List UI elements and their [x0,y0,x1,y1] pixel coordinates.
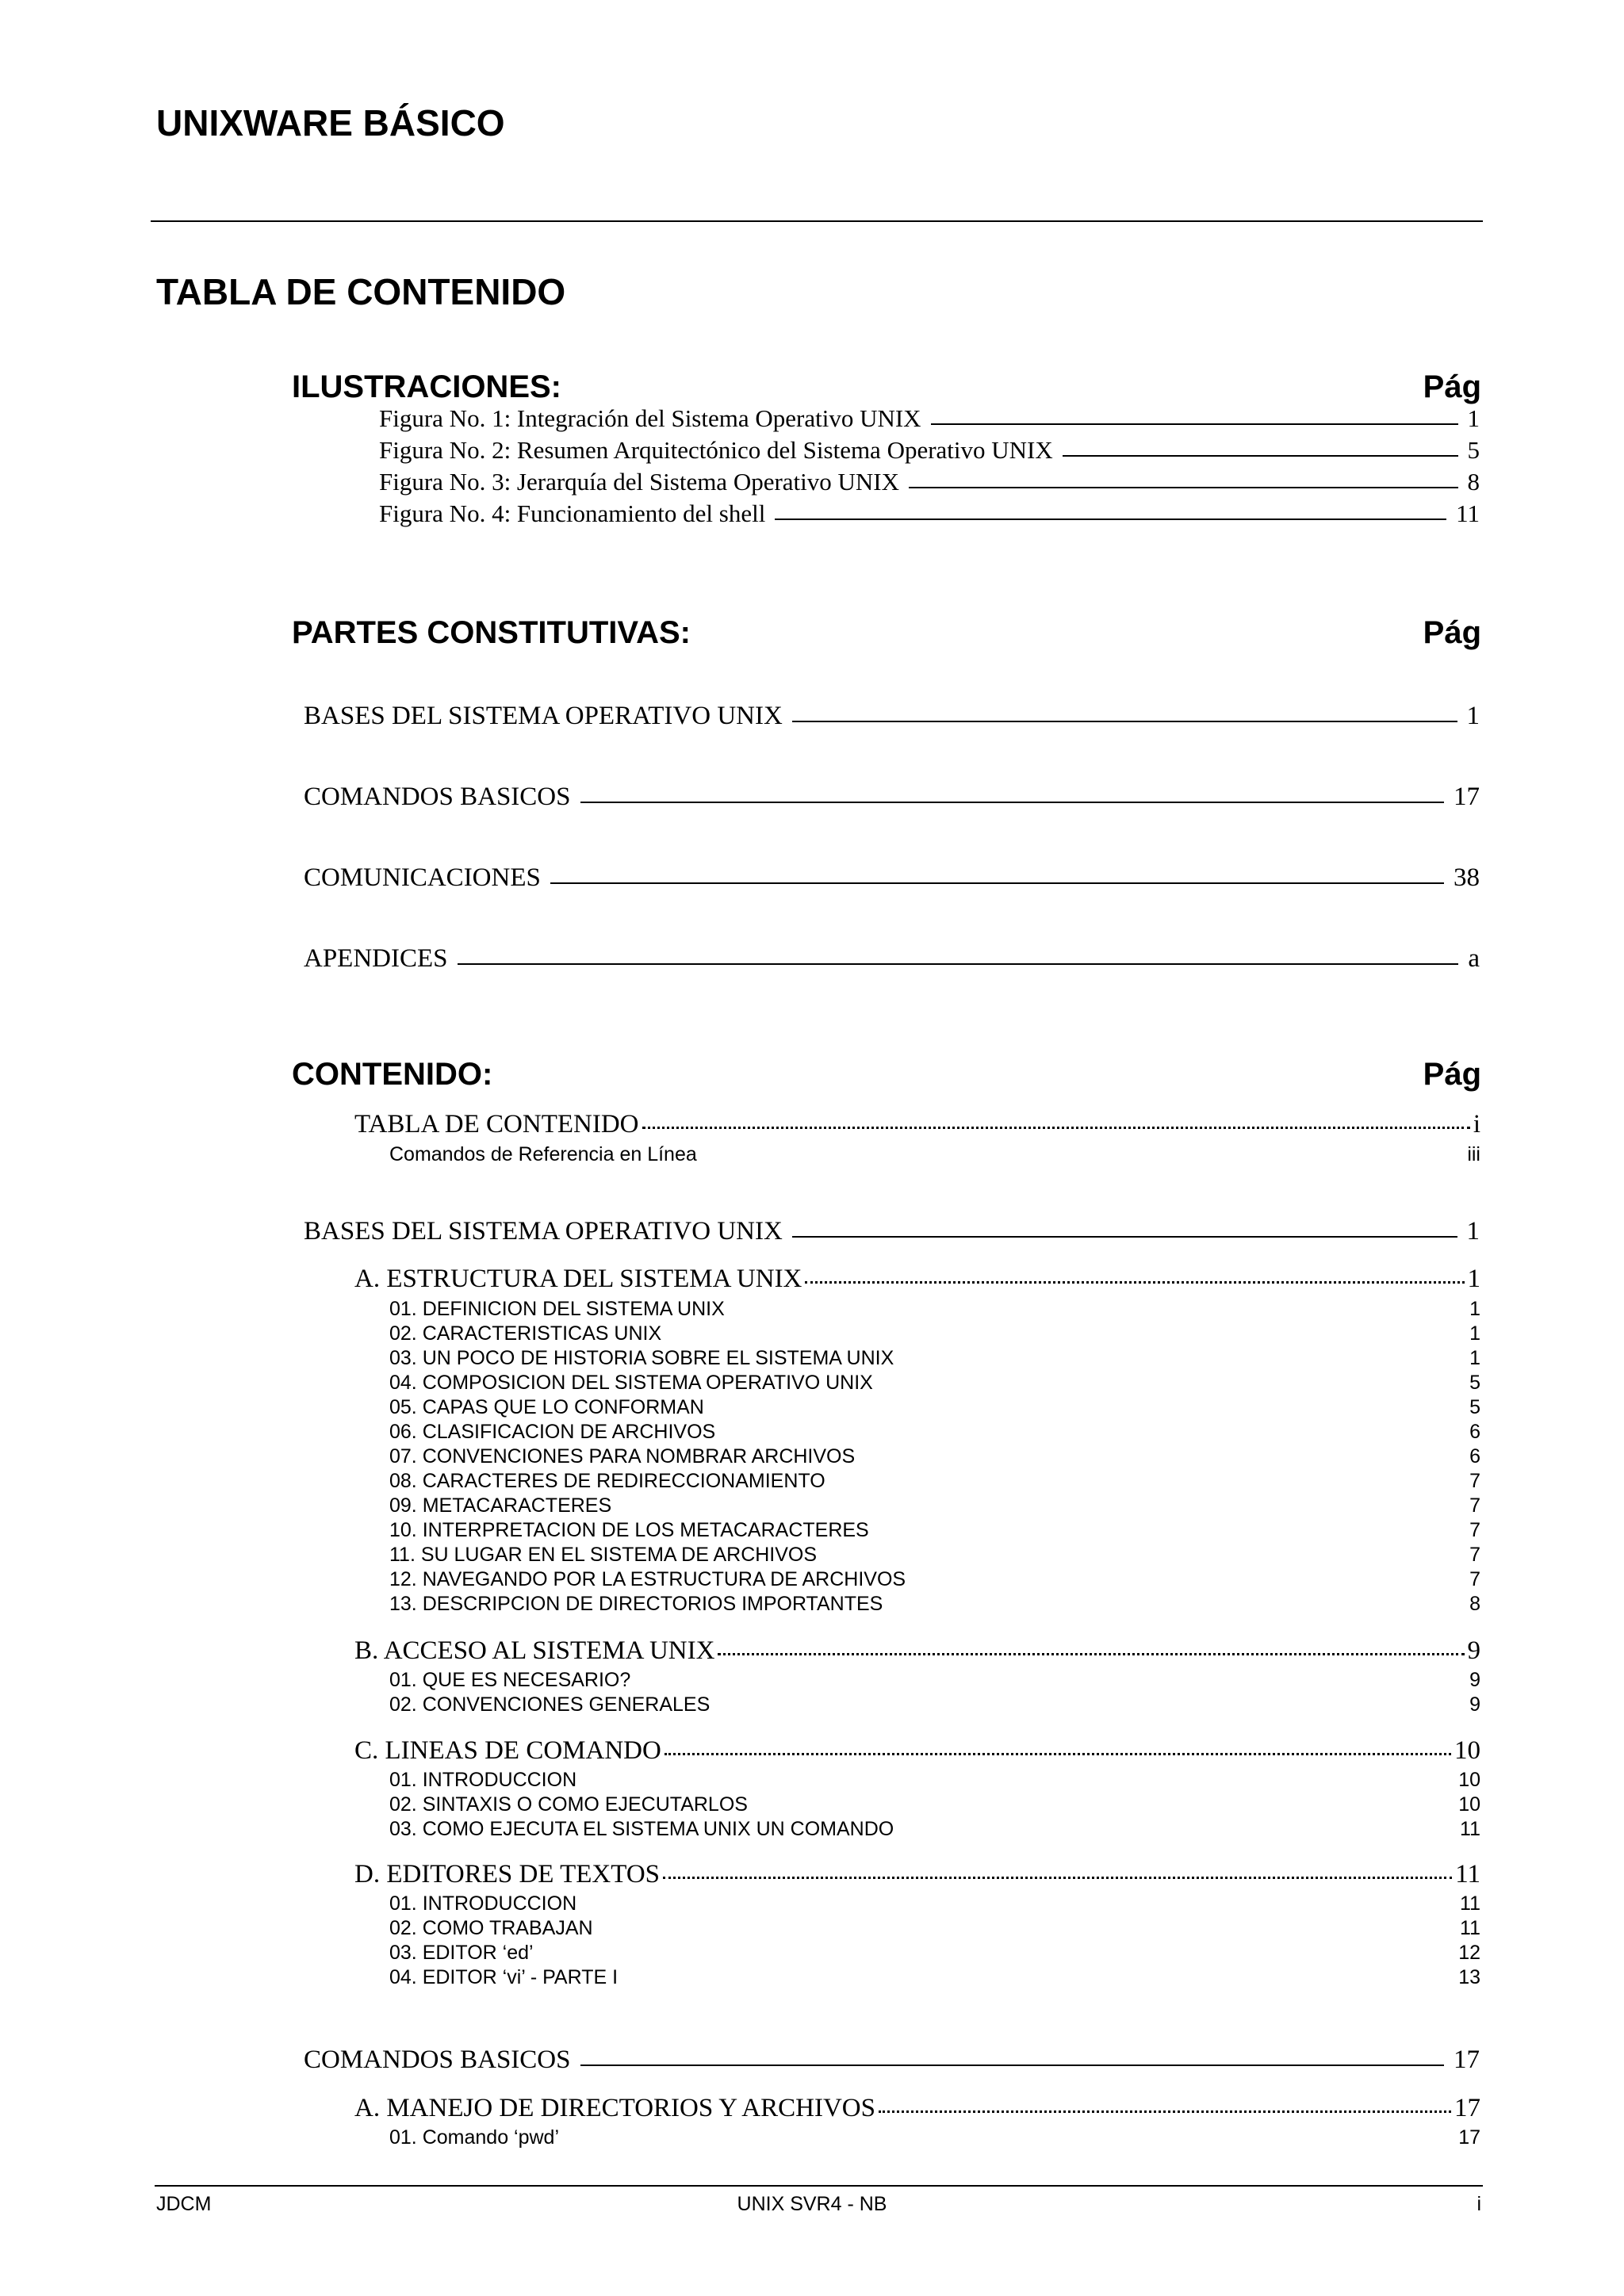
page-number: 9 [1469,1669,1480,1691]
page-number: 11 [1456,499,1480,527]
subsection-title: 13. DESCRIPCION DE DIRECTORIOS IMPORTANTES [389,1593,883,1615]
page-number: 11 [1460,1818,1480,1840]
page-number: 6 [1469,1445,1480,1468]
part-title: COMANDOS BASICOS [304,783,571,811]
subsection-entry[interactable] [389,1593,1480,1616]
section-entry[interactable] [354,1860,1480,1889]
subsection-entry[interactable] [389,1445,1480,1468]
page-number: 5 [1467,436,1480,464]
figure-title: Figura No. 1: Integración del Sistema Operativo UNIX [379,404,921,432]
subsection-entry[interactable] [389,1892,1480,1915]
section-title: C. LINEAS DE COMANDO [354,1736,661,1765]
subsection-entry[interactable] [389,1942,1480,1965]
part-heading-entry[interactable] [304,2045,1480,2075]
page-number: 8 [1469,1593,1480,1615]
ilustraciones-heading [292,371,1481,403]
leader-line [909,487,1457,488]
subsection-title: 04. EDITOR ‘vi’ - PARTE I [389,1966,619,1988]
section-heading-label: ILUSTRACIONES: [292,369,561,404]
dot-leader [665,1753,1451,1755]
toc-subentry-title: Comandos de Referencia en Línea [389,1143,697,1165]
page-number: 7 [1469,1568,1480,1590]
subsection-entry[interactable] [389,1519,1480,1542]
subsection-entry[interactable] [389,1421,1480,1444]
subsection-entry[interactable] [389,1769,1480,1792]
subsection-title: 12. NAVEGANDO POR LA ESTRUCTURA DE ARCHIVOS [389,1568,906,1590]
subsection-entry[interactable] [389,1396,1480,1419]
section-heading-label: PARTES CONSTITUTIVAS: [292,615,691,650]
subsection-title: 04. COMPOSICION DEL SISTEMA OPERATIVO UNIX [389,1372,873,1394]
page-number: 13 [1458,1966,1480,1988]
leader-line [1063,455,1458,457]
figure-entry[interactable] [379,468,1480,496]
page-number: 38 [1454,863,1480,892]
page-number: 11 [1455,1860,1480,1888]
page-number: 12 [1458,1942,1480,1964]
page-number: iii [1467,1143,1480,1165]
page-number: 7 [1469,1544,1480,1566]
part-title: COMANDOS BASICOS [304,2045,571,2074]
part-heading-entry[interactable] [304,1217,1480,1246]
section-entry[interactable] [354,1736,1480,1766]
part-entry[interactable] [304,944,1480,974]
subsection-title: 05. CAPAS QUE LO CONFORMAN [389,1396,704,1418]
page-number: 1 [1466,702,1480,730]
subsection-title: 01. DEFINICION DEL SISTEMA UNIX [389,1298,725,1320]
subsection-title: 02. COMO TRABAJAN [389,1917,593,1939]
page-number: 1 [1466,1217,1480,1246]
page-number: 11 [1460,1917,1480,1939]
leader-line [931,423,1458,425]
subsection-entry[interactable] [389,1917,1480,1940]
leader-line [775,519,1446,520]
subsection-title: 03. EDITOR ‘ed’ [389,1942,534,1964]
page-number: a [1468,944,1480,973]
footer-rule [155,2185,1483,2187]
subsection-title: 11. SU LUGAR EN EL SISTEMA DE ARCHIVOS [389,1544,818,1566]
subsection-entry[interactable] [389,1793,1480,1816]
page-number: 5 [1469,1396,1480,1418]
footer-page-number: i [1477,2193,1481,2215]
leader-line [792,1236,1457,1238]
subsection-title: 10. INTERPRETACION DE LOS METACARACTERES [389,1519,869,1541]
section-title: A. MANEJO DE DIRECTORIOS Y ARCHIVOS [354,2094,875,2122]
subsection-entry[interactable] [389,1818,1480,1841]
dot-leader [879,2110,1451,2113]
page-number: i [1473,1110,1480,1138]
subsection-entry[interactable] [389,1494,1480,1517]
partes-heading [292,617,1481,649]
footer-author: JDCM [156,2193,212,2215]
page-number: 9 [1467,1636,1480,1665]
leader-line [580,802,1445,803]
toc-subentry[interactable] [389,1143,1480,1166]
part-entry[interactable] [304,702,1480,731]
page-number: 6 [1469,1421,1480,1443]
section-title: D. EDITORES DE TEXTOS [354,1860,661,1888]
section-heading-label: CONTENIDO: [292,1057,493,1092]
subsection-title: 03. UN POCO DE HISTORIA SOBRE EL SISTEMA UNIX [389,1347,894,1369]
subsection-title: 02. CARACTERISTICAS UNIX [389,1322,662,1345]
contenido-heading [292,1058,1481,1090]
subsection-entry[interactable] [389,2126,1480,2149]
page-number: 7 [1469,1519,1480,1541]
part-title: BASES DEL SISTEMA OPERATIVO UNIX [304,1217,783,1246]
part-title: COMUNICACIONES [304,863,541,892]
page-number: 11 [1460,1892,1480,1915]
page-number: 17 [1454,2094,1480,2122]
pag-label: Pág [1423,369,1481,404]
section-title: A. ESTRUCTURA DEL SISTEMA UNIX [354,1265,802,1293]
subsection-entry[interactable] [389,1347,1480,1370]
part-entry[interactable] [304,783,1480,812]
section-entry[interactable] [354,1265,1480,1294]
part-entry[interactable] [304,863,1480,893]
subsection-entry[interactable] [389,1322,1480,1345]
subsection-title: 03. COMO EJECUTA EL SISTEMA UNIX UN COMANDO [389,1818,894,1840]
subsection-entry[interactable] [389,1298,1480,1321]
subsection-entry[interactable] [389,1669,1480,1692]
header-rule [151,220,1483,222]
subsection-title: 06. CLASIFICACION DE ARCHIVOS [389,1421,716,1443]
subsection-title: 08. CARACTERES DE REDIRECCIONAMIENTO [389,1470,825,1492]
subsection-entry[interactable] [389,1568,1480,1591]
pag-label: Pág [1423,615,1481,650]
figure-entry[interactable] [379,499,1480,528]
page-number: 1 [1469,1322,1480,1345]
subsection-title: 01. INTRODUCCION [389,1892,577,1915]
toc-title: TABLA DE CONTENIDO [156,271,566,312]
footer-document-name: UNIX SVR4 - NB [737,2193,887,2215]
dot-leader [642,1127,1470,1129]
subsection-entry[interactable] [389,1966,1480,1989]
page-number: 8 [1467,468,1480,496]
toc-entry-title: TABLA DE CONTENIDO [354,1110,639,1138]
page-number: 10 [1454,1736,1480,1765]
subsection-title: 01. INTRODUCCION [389,1769,577,1791]
page-number: 1 [1467,404,1480,432]
subsection-title: 02. CONVENCIONES GENERALES [389,1693,710,1716]
figure-title: Figura No. 3: Jerarquía del Sistema Operativo UNIX [379,468,900,496]
page-number: 7 [1469,1470,1480,1492]
leader-line [792,721,1457,722]
page-number: 1 [1469,1298,1480,1320]
section-entry[interactable] [354,1636,1480,1666]
figure-entry[interactable] [379,404,1480,433]
pag-label: Pág [1423,1057,1481,1092]
subsection-title: 01. Comando ‘pwd’ [389,2126,560,2149]
page-number: 10 [1458,1793,1480,1816]
subsection-title: 09. METACARACTERES [389,1494,612,1517]
subsection-entry[interactable] [389,1693,1480,1716]
document-title: UNIXWARE BÁSICO [156,102,505,144]
toc-entry[interactable] [354,1110,1480,1139]
subsection-entry[interactable] [389,1372,1480,1395]
dot-leader [805,1281,1464,1284]
page-number: 17 [1454,2045,1480,2074]
page-number: 1 [1467,1265,1480,1293]
page-number: 1 [1469,1347,1480,1369]
section-title: B. ACCESO AL SISTEMA UNIX [354,1636,715,1665]
page-number: 17 [1458,2126,1480,2149]
page-number: 9 [1469,1693,1480,1716]
section-entry[interactable] [354,2094,1480,2123]
figure-entry[interactable] [379,436,1480,465]
subsection-title: 02. SINTAXIS O COMO EJECUTARLOS [389,1793,748,1816]
leader-line [458,963,1459,965]
figure-title: Figura No. 4: Funcionamiento del shell [379,499,766,527]
dot-leader [718,1653,1464,1655]
dot-leader [663,1877,1452,1879]
page-number: 10 [1458,1769,1480,1791]
page-number: 5 [1469,1372,1480,1394]
figure-title: Figura No. 2: Resumen Arquitectónico del Sistema Operativo UNIX [379,436,1053,464]
subsection-title: 01. QUE ES NECESARIO? [389,1669,631,1691]
subsection-entry[interactable] [389,1470,1480,1493]
leader-line [580,2064,1445,2066]
subsection-title: 07. CONVENCIONES PARA NOMBRAR ARCHIVOS [389,1445,856,1468]
part-title: APENDICES [304,944,448,973]
part-title: BASES DEL SISTEMA OPERATIVO UNIX [304,702,783,730]
leader-line [550,882,1444,884]
subsection-entry[interactable] [389,1544,1480,1567]
page-number: 17 [1454,783,1480,811]
page-number: 7 [1469,1494,1480,1517]
